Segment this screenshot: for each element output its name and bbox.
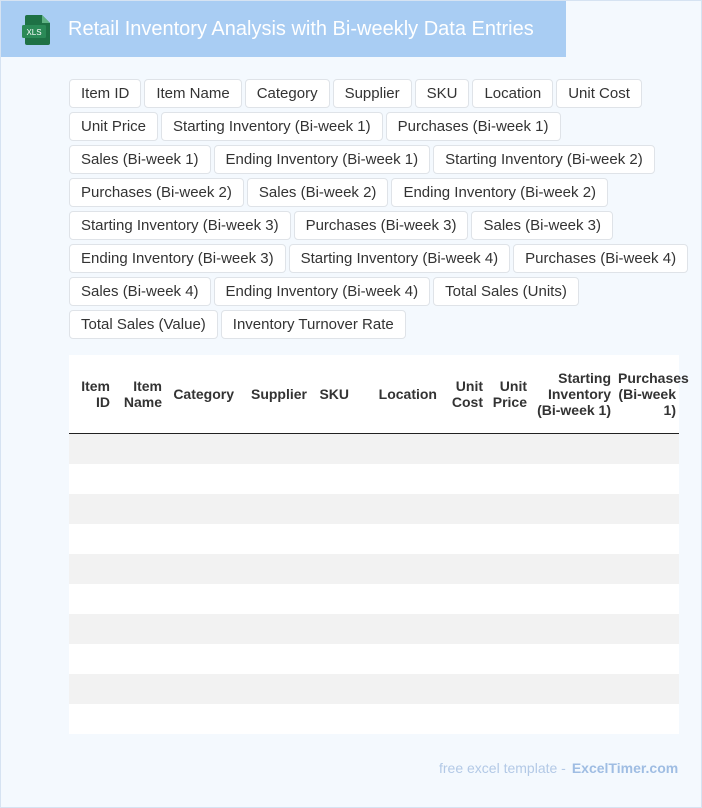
table-row (69, 614, 679, 644)
table-cell[interactable] (352, 584, 440, 614)
column-header: SKU (310, 355, 352, 433)
table-cell[interactable] (237, 584, 310, 614)
table-cell[interactable] (440, 614, 486, 644)
field-chip: Location (472, 79, 553, 108)
table-cell[interactable] (69, 494, 113, 524)
column-header: Item ID (69, 355, 113, 433)
field-chip: Ending Inventory (Bi-week 3) (69, 244, 286, 273)
field-chip: Inventory Turnover Rate (221, 310, 406, 339)
table-cell[interactable] (69, 674, 113, 704)
field-chip: Purchases (Bi-week 2) (69, 178, 244, 207)
footer-credit (439, 760, 678, 776)
table-cell[interactable] (165, 704, 237, 734)
field-chip: Ending Inventory (Bi-week 1) (214, 145, 431, 174)
table-cell[interactable] (352, 464, 440, 494)
table-cell[interactable] (440, 554, 486, 584)
table-cell[interactable] (530, 554, 614, 584)
table-cell[interactable] (486, 674, 530, 704)
table-cell[interactable] (310, 524, 352, 554)
table-cell[interactable] (113, 494, 165, 524)
table-cell[interactable] (614, 433, 679, 464)
column-header: Starting Inventory (Bi-week 1) (530, 355, 614, 433)
table-cell[interactable] (237, 674, 310, 704)
table-cell[interactable] (165, 674, 237, 704)
table-cell[interactable] (165, 464, 237, 494)
field-chip: Unit Cost (556, 79, 642, 108)
table-cell[interactable] (440, 494, 486, 524)
table-cell[interactable] (310, 494, 352, 524)
table-cell[interactable] (113, 704, 165, 734)
field-chip: Purchases (Bi-week 3) (294, 211, 469, 240)
table-cell[interactable] (486, 524, 530, 554)
table-row (69, 464, 679, 494)
table-row (69, 524, 679, 554)
table-cell[interactable] (486, 554, 530, 584)
table-cell[interactable] (165, 614, 237, 644)
table-cell[interactable] (440, 584, 486, 614)
table-cell[interactable] (440, 674, 486, 704)
table-cell[interactable] (165, 494, 237, 524)
table-cell[interactable] (165, 433, 237, 464)
table-cell[interactable] (530, 464, 614, 494)
data-table-container (69, 355, 689, 733)
field-chip: Ending Inventory (Bi-week 2) (391, 178, 608, 207)
field-chip: Starting Inventory (Bi-week 3) (69, 211, 291, 240)
table-cell[interactable] (69, 584, 113, 614)
spreadsheet-file-icon (22, 14, 52, 46)
table-cell[interactable] (237, 704, 310, 734)
footer-prefix: free excel template - (439, 760, 566, 776)
table-cell[interactable] (486, 494, 530, 524)
table-body (69, 433, 679, 734)
field-chip: Purchases (Bi-week 4) (513, 244, 688, 273)
table-header-row (69, 355, 679, 433)
table-cell[interactable] (352, 554, 440, 584)
field-chip: Starting Inventory (Bi-week 2) (433, 145, 655, 174)
table-cell[interactable] (310, 614, 352, 644)
table-cell[interactable] (69, 644, 113, 674)
table-row (69, 704, 679, 734)
table-cell[interactable] (165, 524, 237, 554)
field-chip: Supplier (333, 79, 412, 108)
table-cell[interactable] (69, 704, 113, 734)
field-chip: Sales (Bi-week 2) (247, 178, 389, 207)
table-cell[interactable] (310, 704, 352, 734)
field-chip: Total Sales (Value) (69, 310, 218, 339)
title-bar (1, 1, 566, 57)
column-header: Item Name (113, 355, 165, 433)
table-cell[interactable] (486, 433, 530, 464)
table-cell[interactable] (352, 433, 440, 464)
table-cell[interactable] (113, 674, 165, 704)
table-cell[interactable] (113, 464, 165, 494)
table-cell[interactable] (530, 644, 614, 674)
icon-label: XLS (26, 28, 42, 37)
field-chip: Item ID (69, 79, 141, 108)
table-cell[interactable] (614, 494, 679, 524)
table-cell[interactable] (113, 433, 165, 464)
field-chip: Ending Inventory (Bi-week 4) (214, 277, 431, 306)
field-chip: Starting Inventory (Bi-week 4) (289, 244, 511, 273)
table-cell[interactable] (237, 433, 310, 464)
table-cell[interactable] (440, 433, 486, 464)
table-cell[interactable] (237, 464, 310, 494)
table-cell[interactable] (614, 584, 679, 614)
footer-brand-link[interactable]: ExcelTimer.com (571, 760, 679, 776)
page-title: Retail Inventory Analysis with Bi-weekly Data Entries (68, 18, 534, 40)
field-chip: Item Name (144, 79, 241, 108)
field-chip: Total Sales (Units) (433, 277, 579, 306)
column-header: Unit Price (486, 355, 530, 433)
field-chip: SKU (415, 79, 470, 108)
table-cell[interactable] (310, 644, 352, 674)
table-cell[interactable] (69, 614, 113, 644)
field-list (69, 79, 689, 339)
table-cell[interactable] (310, 584, 352, 614)
table-cell[interactable] (614, 704, 679, 734)
table-cell[interactable] (310, 433, 352, 464)
table-cell[interactable] (113, 524, 165, 554)
table-cell[interactable] (165, 644, 237, 674)
column-header: Category (165, 355, 237, 433)
data-table (69, 355, 689, 734)
table-cell[interactable] (69, 524, 113, 554)
table-cell[interactable] (113, 554, 165, 584)
table-cell[interactable] (486, 644, 530, 674)
table-cell[interactable] (237, 494, 310, 524)
table-cell[interactable] (440, 644, 486, 674)
table-cell[interactable] (165, 584, 237, 614)
table-cell[interactable] (69, 433, 113, 464)
table-row (69, 554, 679, 584)
field-chip: Sales (Bi-week 4) (69, 277, 211, 306)
table-row (69, 584, 679, 614)
table-cell[interactable] (486, 614, 530, 644)
table-cell[interactable] (352, 524, 440, 554)
table-cell[interactable] (352, 704, 440, 734)
field-chip: Category (245, 79, 330, 108)
table-cell[interactable] (440, 524, 486, 554)
column-header: Purchases (Bi-week 1) (614, 355, 679, 433)
table-row (69, 494, 679, 524)
column-header: Supplier (237, 355, 310, 433)
table-cell[interactable] (352, 644, 440, 674)
table-cell[interactable] (530, 704, 614, 734)
field-chip: Sales (Bi-week 3) (471, 211, 613, 240)
table-cell[interactable] (352, 494, 440, 524)
table-cell[interactable] (530, 584, 614, 614)
table-cell[interactable] (614, 674, 679, 704)
table-cell[interactable] (530, 524, 614, 554)
table-row (69, 644, 679, 674)
table-cell[interactable] (237, 644, 310, 674)
table-cell[interactable] (440, 704, 486, 734)
table-cell[interactable] (486, 704, 530, 734)
table-cell[interactable] (614, 464, 679, 494)
table-cell[interactable] (310, 464, 352, 494)
table-cell[interactable] (352, 614, 440, 644)
table-cell[interactable] (113, 614, 165, 644)
table-cell[interactable] (352, 674, 440, 704)
field-chip: Purchases (Bi-week 1) (386, 112, 561, 141)
table-row (69, 433, 679, 464)
table-cell[interactable] (440, 464, 486, 494)
table-cell[interactable] (165, 554, 237, 584)
field-chip: Sales (Bi-week 1) (69, 145, 211, 174)
field-chip: Unit Price (69, 112, 158, 141)
table-cell[interactable] (614, 554, 679, 584)
table-cell[interactable] (113, 644, 165, 674)
table-cell[interactable] (486, 464, 530, 494)
table-cell[interactable] (113, 584, 165, 614)
table-row (69, 674, 679, 704)
table-cell[interactable] (530, 614, 614, 644)
table-cell[interactable] (310, 674, 352, 704)
column-header: Unit Cost (440, 355, 486, 433)
table-cell[interactable] (614, 644, 679, 674)
table-cell[interactable] (69, 554, 113, 584)
table-cell[interactable] (237, 524, 310, 554)
table-cell[interactable] (237, 554, 310, 584)
table-cell[interactable] (530, 494, 614, 524)
table-cell[interactable] (614, 614, 679, 644)
table-cell[interactable] (530, 674, 614, 704)
table-cell[interactable] (530, 433, 614, 464)
field-chip: Starting Inventory (Bi-week 1) (161, 112, 383, 141)
column-header: Location (352, 355, 440, 433)
table-cell[interactable] (69, 464, 113, 494)
table-cell[interactable] (614, 524, 679, 554)
table-cell[interactable] (310, 554, 352, 584)
table-cell[interactable] (237, 614, 310, 644)
table-cell[interactable] (486, 584, 530, 614)
